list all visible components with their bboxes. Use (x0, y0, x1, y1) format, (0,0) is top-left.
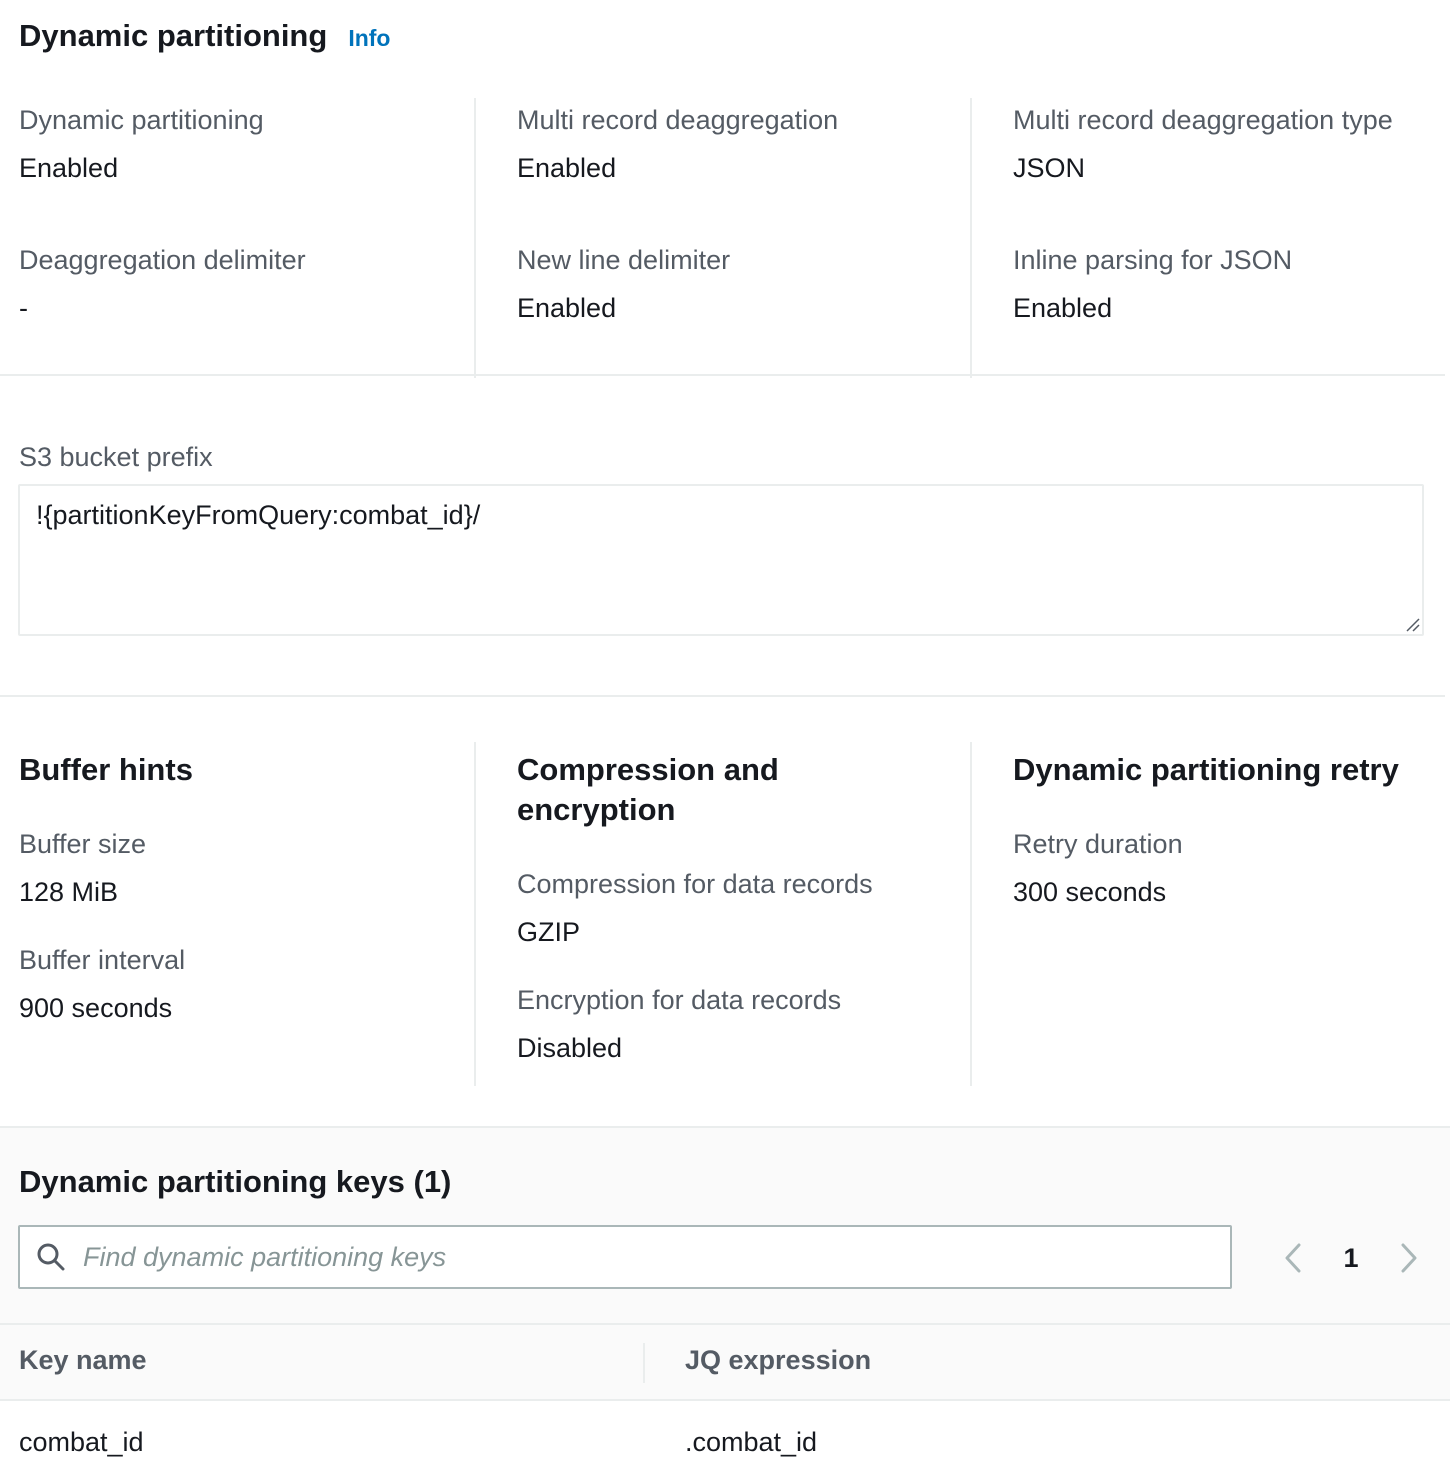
details-column-3 (970, 98, 1450, 378)
field-encryption (517, 984, 970, 1064)
field-deaggregation-delimiter (19, 238, 474, 378)
field-label: Multi record deaggregation (517, 105, 839, 135)
field-label: Buffer interval (19, 945, 186, 975)
chevron-left-icon (1283, 1242, 1303, 1274)
field-label: Multi record deaggregation type (1013, 105, 1393, 135)
next-page-button[interactable] (1392, 1238, 1426, 1278)
prev-page-button[interactable] (1276, 1238, 1310, 1278)
chevron-right-icon (1399, 1242, 1419, 1274)
pagination (1276, 1238, 1426, 1278)
retry-title: Dynamic partitioning retry (1013, 752, 1399, 787)
field-new-line-delimiter (517, 238, 970, 378)
field-label: Deaggregation delimiter (19, 245, 306, 275)
dynamic-partitioning-details (0, 98, 1450, 330)
field-buffer-size (19, 828, 474, 908)
search-icon (35, 1241, 67, 1273)
field-dynamic-partitioning (19, 98, 474, 238)
column-header-key-name[interactable]: Key name (19, 1345, 147, 1375)
field-value: - (19, 293, 28, 323)
table-row (0, 1401, 1450, 1468)
field-compression (517, 868, 970, 948)
section-title: Dynamic partitioning (19, 18, 328, 53)
field-label: New line delimiter (517, 245, 731, 275)
buffer-hints-title: Buffer hints (19, 752, 193, 787)
column-header-jq-expression[interactable]: JQ expression (685, 1345, 872, 1375)
field-value: Enabled (517, 153, 617, 183)
s3-prefix-textarea[interactable] (18, 484, 1424, 636)
field-value: JSON (1013, 153, 1086, 183)
field-value: 300 seconds (1013, 877, 1167, 907)
field-label: Compression for data records (517, 869, 873, 899)
cell-jq-expression: .combat_id (685, 1427, 818, 1457)
field-deaggregation-type (1013, 98, 1450, 238)
field-label: Dynamic partitioning (19, 105, 264, 135)
field-inline-parsing (1013, 238, 1450, 378)
divider (0, 374, 1445, 376)
keys-search-box[interactable] (18, 1225, 1232, 1289)
field-value: 900 seconds (19, 993, 173, 1023)
compression-title: Compression and encryption (517, 752, 779, 827)
field-label: Retry duration (1013, 829, 1183, 859)
current-page-number[interactable]: 1 (1343, 1242, 1359, 1273)
field-retry-duration (1013, 828, 1450, 908)
delivery-settings (0, 742, 1450, 1086)
field-value: GZIP (517, 917, 581, 947)
details-column-2 (474, 98, 970, 378)
keys-table-header (0, 1323, 1450, 1401)
info-link[interactable]: Info (348, 25, 391, 51)
field-value: Enabled (517, 293, 617, 323)
partitioning-keys-panel (0, 1126, 1450, 1468)
field-label: Inline parsing for JSON (1013, 245, 1293, 275)
compression-column (474, 742, 970, 1086)
field-value: Disabled (517, 1033, 623, 1063)
field-value: Enabled (1013, 293, 1113, 323)
field-buffer-interval (19, 944, 474, 1024)
field-label: Encryption for data records (517, 985, 842, 1015)
section-header (19, 18, 390, 54)
keys-title: Dynamic partitioning keys (1) (19, 1164, 452, 1199)
cell-key-name: combat_id (19, 1427, 144, 1457)
keys-search-input[interactable] (83, 1242, 1183, 1273)
retry-column (970, 742, 1450, 1086)
buffer-hints-column (0, 742, 474, 1086)
resize-grip-icon[interactable] (1404, 616, 1420, 632)
column-divider (643, 1343, 645, 1383)
field-value: 128 MiB (19, 877, 119, 907)
s3-prefix-label: S3 bucket prefix (19, 442, 213, 472)
field-value: Enabled (19, 153, 119, 183)
divider (0, 695, 1445, 697)
s3-prefix-value: !{partitionKeyFromQuery:combat_id}/ (36, 500, 481, 530)
field-multi-record-deaggregation (517, 98, 970, 238)
field-label: Buffer size (19, 829, 147, 859)
details-column-1 (0, 98, 474, 378)
